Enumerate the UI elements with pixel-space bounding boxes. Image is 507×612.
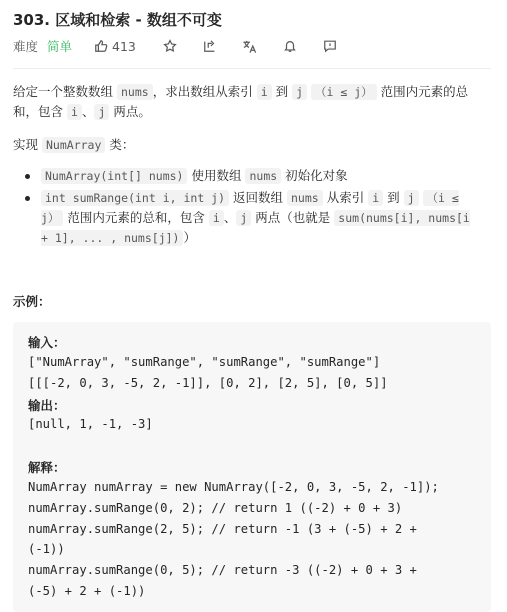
- desc-text: 两点。: [113, 104, 151, 119]
- code-range: （i ≤ j）: [41, 191, 459, 225]
- desc-text: 给定一个整数数组: [13, 84, 114, 99]
- code-nums: nums: [117, 84, 153, 100]
- code-constructor: NumArray(int[] nums): [41, 168, 187, 184]
- example-code-block: [13, 322, 491, 612]
- desc-text: 返回数组: [233, 190, 284, 205]
- desc-text: 类：: [109, 137, 135, 152]
- code-numarray: NumArray: [42, 137, 105, 153]
- code-j: j: [404, 190, 419, 206]
- desc-text: 到: [387, 190, 400, 205]
- explain-label: 解释：: [28, 460, 66, 475]
- code-nums: nums: [287, 190, 323, 206]
- difficulty-label: 难度: [13, 39, 39, 54]
- difficulty-badge: 简单: [47, 39, 73, 54]
- desc-text: 实现: [13, 137, 39, 152]
- output-line: [null, 1, -1, -3]: [28, 417, 153, 431]
- desc-text: ，求出数组从索引: [152, 84, 253, 99]
- list-item: [41, 188, 481, 248]
- explain-line: numArray.sumRange(0, 5); // return -3 ((-2) + 0 + 3 +: [28, 563, 417, 577]
- code-j: j: [236, 210, 251, 226]
- code-i: i: [209, 210, 224, 226]
- description-paragraph: [13, 82, 491, 122]
- notification-button[interactable]: [282, 38, 298, 54]
- problem-meta-bar: [13, 36, 362, 56]
- code-nums: nums: [245, 168, 281, 184]
- code-i: i: [67, 104, 82, 120]
- desc-text: 、: [81, 104, 95, 119]
- favorite-button[interactable]: [162, 38, 178, 54]
- explain-line: NumArray numArray = new NumArray([-2, 0, 3, -5, 2, -1]);: [28, 480, 439, 494]
- code-j: j: [292, 84, 307, 100]
- implement-paragraph: [13, 135, 134, 155]
- desc-text: 范围内元素的总和，包含: [13, 84, 469, 119]
- code-range: （i ≤ j）: [311, 84, 377, 100]
- bell-icon: [283, 39, 297, 53]
- code-i: i: [257, 84, 272, 100]
- star-icon: [163, 39, 177, 53]
- thumbs-up-icon: [94, 39, 108, 53]
- like-count: 413: [112, 38, 136, 54]
- translate-icon: [242, 39, 257, 54]
- desc-text: 两点（也就是: [255, 210, 331, 225]
- input-label: 输入：: [28, 335, 66, 350]
- desc-text: ）: [183, 230, 196, 245]
- code-j: j: [94, 104, 109, 120]
- desc-text: 从索引: [326, 190, 365, 205]
- header-divider: [13, 68, 491, 69]
- input-line: ["NumArray", "sumRange", "sumRange", "sumRange"]: [28, 355, 381, 369]
- translate-button[interactable]: [242, 38, 258, 54]
- explain-line: numArray.sumRange(2, 5); // return -1 (3 + (-5) + 2 +: [28, 522, 417, 536]
- example-heading: 示例：: [13, 294, 51, 309]
- input-line: [[[-2, 0, 3, -5, 2, -1]], [0, 2], [2, 5], [0, 5]]: [28, 376, 388, 390]
- like-button[interactable]: [94, 39, 136, 54]
- desc-text: 范围内元素的总和，包含: [67, 210, 205, 225]
- desc-text: 、: [223, 210, 237, 225]
- method-list: [41, 166, 481, 248]
- desc-text: 到: [275, 84, 289, 99]
- explain-line: (-1)): [28, 542, 65, 556]
- code-i: i: [368, 190, 383, 206]
- code-sumrange: int sumRange(int i, int j): [41, 190, 229, 206]
- explain-line: numArray.sumRange(0, 2); // return 1 ((-2) + 0 + 3): [28, 501, 403, 515]
- share-icon: [203, 39, 217, 53]
- explain-line: (-5) + 2 + (-1)): [28, 584, 146, 598]
- code-sum-expression: sum(nums[i], nums[i + 1], ... , nums[j]): [41, 211, 470, 245]
- feedback-button[interactable]: [322, 38, 338, 54]
- share-button[interactable]: [202, 38, 218, 54]
- problem-title: 303. 区域和检索 - 数组不可变: [13, 11, 222, 29]
- desc-text: 初始化对象: [285, 168, 348, 183]
- feedback-icon: [323, 39, 337, 53]
- list-item: [41, 166, 481, 186]
- output-label: 输出：: [28, 398, 66, 413]
- desc-text: 使用数组: [191, 168, 242, 183]
